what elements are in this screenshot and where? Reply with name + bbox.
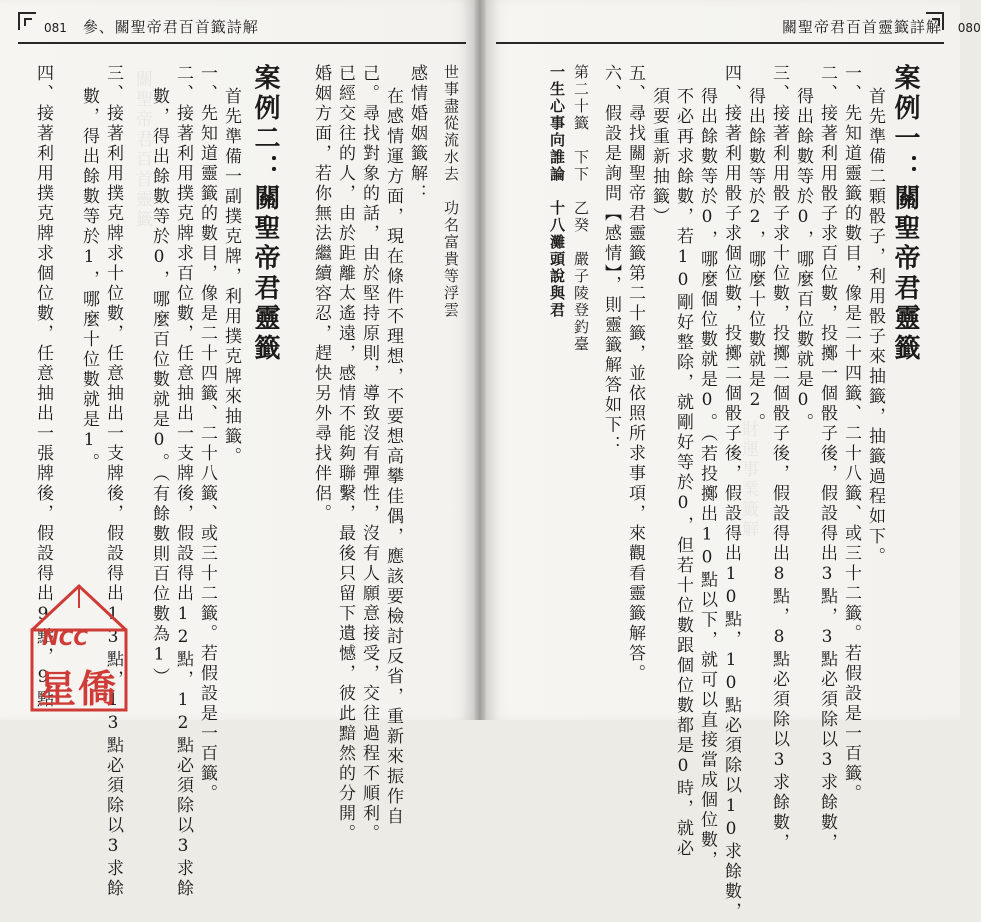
right-page-number: 080: [957, 21, 981, 35]
right-page: [486, 0, 981, 922]
text-column: 得出餘數等於0，哪麼個位數就是0。（若投擲出10點以下，就可以直接當成個位數，: [697, 87, 717, 871]
text-column: 五、尋找關聖帝君靈籤第二十籤，並依照所求事項，來觀看靈籤解答。: [625, 64, 645, 684]
text-column: 四、接著利用撲克牌求個位數，任意抽出一張牌後，假設得出9點，9點: [33, 64, 53, 710]
right-page-header: [782, 14, 981, 40]
text-column: 婚姻方面，若你無法繼續容忍，趕快另外尋找伴侶。: [311, 64, 331, 524]
stamp-brand: 星僑: [38, 667, 119, 711]
bleed-through-text: 財運事業籤解: [738, 420, 758, 540]
text-column: 不必再求餘數，若10剛好整除，就剛好等於0，但若十位數跟個位數都是0時，就必: [673, 87, 693, 859]
text-column: 已經交往的人，由於距離太遙遠，感情不能夠聯繫，最後只留下遺憾，彼此黯然的分開。: [335, 64, 355, 844]
left-page: [0, 0, 474, 899]
ncc-stamp: [24, 582, 134, 714]
text-column: 三、接著利用撲克牌求十位數，任意抽出一支牌後，假設得出13點，13點必須除以3求餘: [103, 64, 123, 899]
left-page-header: [44, 14, 259, 40]
text-column: 二、接著利用撲克牌求百位數，任意抽出一支牌後，假設得出12點，12點必須除以3求餘: [173, 64, 193, 899]
corner-ornament: [932, 18, 940, 26]
text-column: 第二十籤 下下 乙癸 嚴子陵登釣臺: [572, 64, 590, 353]
case-heading: 案例一：關聖帝君靈籤: [890, 64, 920, 364]
right-chapter-title: 關聖帝君百首靈籤詳解: [782, 18, 943, 36]
stamp-abbr: NCC: [42, 626, 89, 650]
text-column: 一、先知道靈籤的數目，像是二十四籤、二十八籤、或三十二籤。若假設是一百籤。: [197, 64, 217, 804]
text-column: 數，得出餘數等於0，哪麼百位數就是0。（有餘數則百位數為1）: [149, 87, 169, 688]
text-column: 首先準備一副撲克牌，利用撲克牌來抽籤。: [221, 87, 241, 467]
text-column: 四、接著利用骰子求個位數，投擲二個骰子後，假設得出10點，10點必須除以10求餘數，: [721, 64, 741, 922]
text-column: 己。尋找對象的話，由於堅持原則，導致沒有彈性，沒有人願意接受，交往過程不順利。: [359, 64, 379, 844]
book-gutter: [474, 0, 486, 720]
text-column: 得出餘數等於0，哪麼百位數就是0。: [793, 87, 813, 433]
text-column: 首先準備二顆骰子，利用骰子來抽籤，抽籤過程如下。: [865, 87, 885, 567]
text-column: 一、先知道靈籤的數目，像是二十四籤、二十八籤、或三十二籤。若假設是一百籤。: [841, 64, 861, 804]
bleed-through-text: 關聖帝君百首靈籤: [132, 70, 152, 230]
header-rule: [496, 42, 944, 44]
case-heading: 案例二：關聖帝君靈籤: [250, 64, 280, 364]
text-column: 世事盡從流水去 功名富貴等浮雲: [442, 64, 460, 319]
text-column: 得出餘數等於2，哪麼十位數就是2。: [745, 87, 765, 433]
left-page-number: 081: [44, 21, 67, 35]
left-chapter-title: 參、關聖帝君百首籤詩解: [82, 18, 259, 36]
text-column: 六、假設是詢問【感情】，則靈籤解答如下：: [601, 64, 621, 456]
text-column: 二、接著利用骰子求百位數，投擲一個骰子後，假設得出3點，3點必須除以3求餘數，: [817, 64, 837, 853]
text-column: 須要重新抽籤）: [649, 87, 669, 227]
header-rule: [18, 42, 466, 44]
corner-ornament: [24, 18, 32, 26]
text-column: 一生心事向誰論 十八灘頭說與君: [548, 64, 566, 319]
text-column: 數，得出餘數等於1，哪麼十位數就是1。: [79, 87, 99, 473]
text-column: 在感情運方面，現在條件不理想，不要想高攀佳偶，應該要檢討反省，重新來振作自: [383, 87, 403, 827]
text-column: 三、接著利用骰子求十位數，投擲二個骰子後，假設得出8點，8點必須除以3求餘數，: [769, 64, 789, 853]
text-column: 感情婚姻籤解：: [407, 64, 427, 204]
